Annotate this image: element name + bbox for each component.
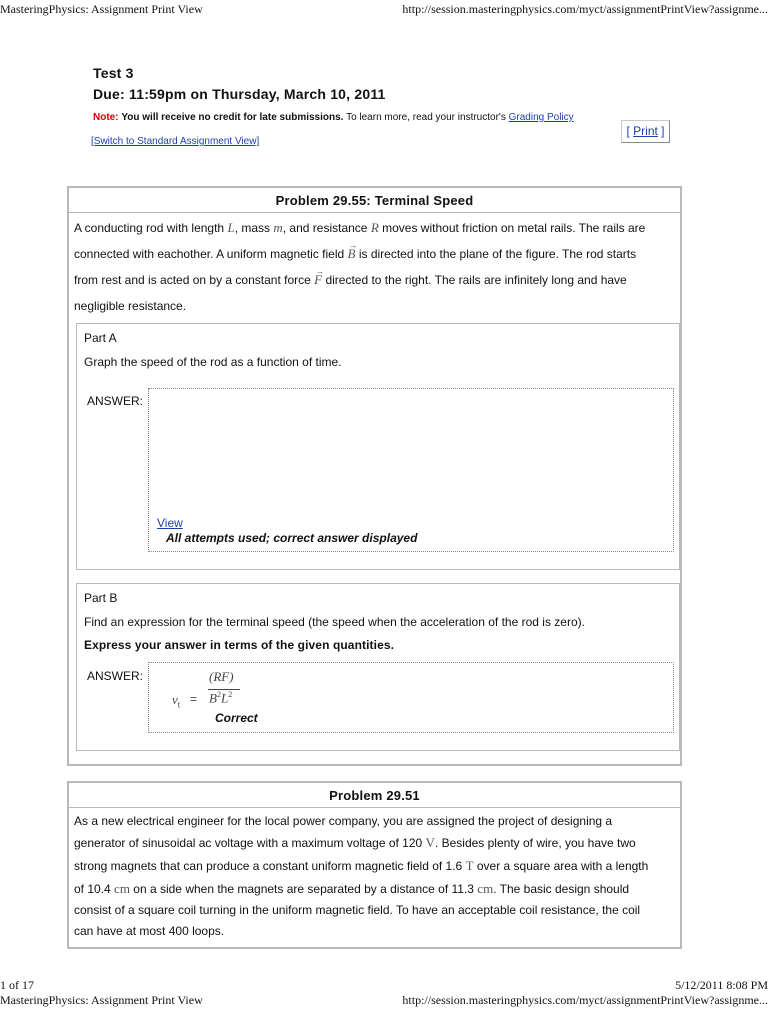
formula-denominator (209, 690, 232, 706)
part-a (76, 323, 680, 570)
mass-symbol: m (273, 220, 283, 235)
correct-status: Correct (215, 711, 258, 725)
page-header-title: MasteringPhysics: Assignment Print View (0, 2, 203, 16)
formula-subscript: t (177, 699, 181, 710)
page-number: 1 of 17 (0, 978, 34, 992)
grading-policy-link[interactable]: Grading Policy (508, 112, 574, 123)
formula-equals: = (190, 692, 198, 706)
statement-text: connected with eachother. A uniform magnetic field (74, 247, 345, 261)
answer-box (148, 388, 674, 552)
note-bold-text: You will receive no credit for late submissions. (121, 112, 344, 123)
print-button[interactable]: [ Print ] (621, 120, 670, 143)
problem-29-51 (67, 781, 682, 949)
next-header-title: MasteringPhysics: Assignment Print View (0, 993, 203, 1007)
magnetic-field-vector-symbol: → B (348, 241, 356, 267)
answer-label: ANSWER: (87, 669, 144, 683)
tesla-unit: T (465, 858, 474, 873)
attempts-status: All attempts used; correct answer displayed (166, 531, 418, 545)
statement-text: , and resistance (282, 221, 368, 235)
denominator-exponent: 2 (228, 690, 233, 699)
problem-statement (74, 215, 676, 319)
resistance-symbol: R (370, 220, 379, 235)
denominator-exponent: 2 (216, 690, 221, 699)
footer-row (0, 978, 768, 994)
print-link[interactable]: Print (633, 124, 658, 138)
statement-text: consist of a square coil turning in the uniform magnetic field. To have an acceptable coil resistance, the coil (74, 903, 641, 917)
statement-text: strong magnets that can produce a constant uniform magnetic field of 1.6 (74, 859, 463, 873)
statement-text: from rest and is acted on by a constant force (74, 273, 311, 287)
part-question: Graph the speed of the rod as a function of time. (84, 355, 342, 369)
formula-numerator: (RF) (209, 669, 234, 684)
force-vector-symbol: → F (314, 267, 322, 293)
statement-text: negligible resistance. (74, 299, 187, 313)
assignment-due-date: Due: 11:59pm on Thursday, March 10, 2011 (93, 86, 386, 102)
cm-unit: cm (477, 881, 494, 896)
assignment-title: Test 3 (93, 65, 134, 81)
statement-text: . The basic design should (493, 882, 630, 896)
answer-instruction: Express your answer in terms of the given quantities. (84, 638, 395, 652)
problem-terminal-speed (67, 186, 682, 766)
statement-text: can have at most 400 loops. (74, 924, 225, 938)
statement-text: , mass (234, 221, 271, 235)
print-page-header (0, 2, 768, 18)
statement-text: over a square area with a length (476, 859, 649, 873)
part-label: Part B (84, 591, 118, 605)
statement-text: generator of sinusoidal ac voltage with a maximum voltage of 120 (74, 836, 423, 850)
print-page-footer (0, 978, 768, 1018)
statement-text: is directed into the plane of the figure. The rod starts (358, 247, 637, 261)
answer-box (148, 662, 674, 733)
statement-text: A conducting rod with length (74, 221, 225, 235)
problem-statement (74, 811, 676, 942)
next-header-url: http://session.masteringphysics.com/myct/assignmentPrintView?assignme... (402, 993, 768, 1007)
statement-text: directed to the right. The rails are infinitely long and have (325, 273, 627, 287)
view-answer-link[interactable]: View (157, 516, 183, 530)
formula-lhs (172, 692, 180, 710)
part-question: Find an expression for the terminal speed (the speed when the acceleration of the rod is zero). (84, 615, 585, 629)
denominator-l: L (220, 690, 229, 706)
answer-label: ANSWER: (87, 394, 144, 408)
statement-text: on a side when the magnets are separated by a distance of 11.3 (133, 882, 474, 896)
statement-text: As a new electrical engineer for the local power company, you are assigned the project of designing a (74, 814, 613, 828)
formula-variable: v (172, 692, 178, 707)
switch-view-link[interactable]: [Switch to Standard Assignment View] (91, 136, 260, 147)
length-symbol: L (227, 220, 235, 235)
note-text: To learn more, read your instructor's (346, 112, 506, 123)
note-label: Note: (93, 112, 119, 123)
statement-text: moves without friction on metal rails. The rails are (382, 221, 646, 235)
late-submission-note (93, 112, 574, 123)
next-page-header (0, 993, 768, 1009)
volt-unit: V (425, 835, 435, 850)
part-label: Part A (84, 331, 117, 345)
problem-title: Problem 29.55: Terminal Speed (69, 188, 680, 213)
problem-title: Problem 29.51 (69, 783, 680, 808)
page-header-url: http://session.masteringphysics.com/myct/assignmentPrintView?assignme... (402, 2, 768, 16)
statement-text: of 10.4 (74, 882, 111, 896)
statement-text: . Besides plenty of wire, you have two (434, 836, 636, 850)
part-b (76, 583, 680, 751)
cm-unit: cm (114, 881, 130, 896)
denominator-b: B (209, 690, 217, 706)
print-datetime: 5/12/2011 8:08 PM (675, 978, 768, 992)
